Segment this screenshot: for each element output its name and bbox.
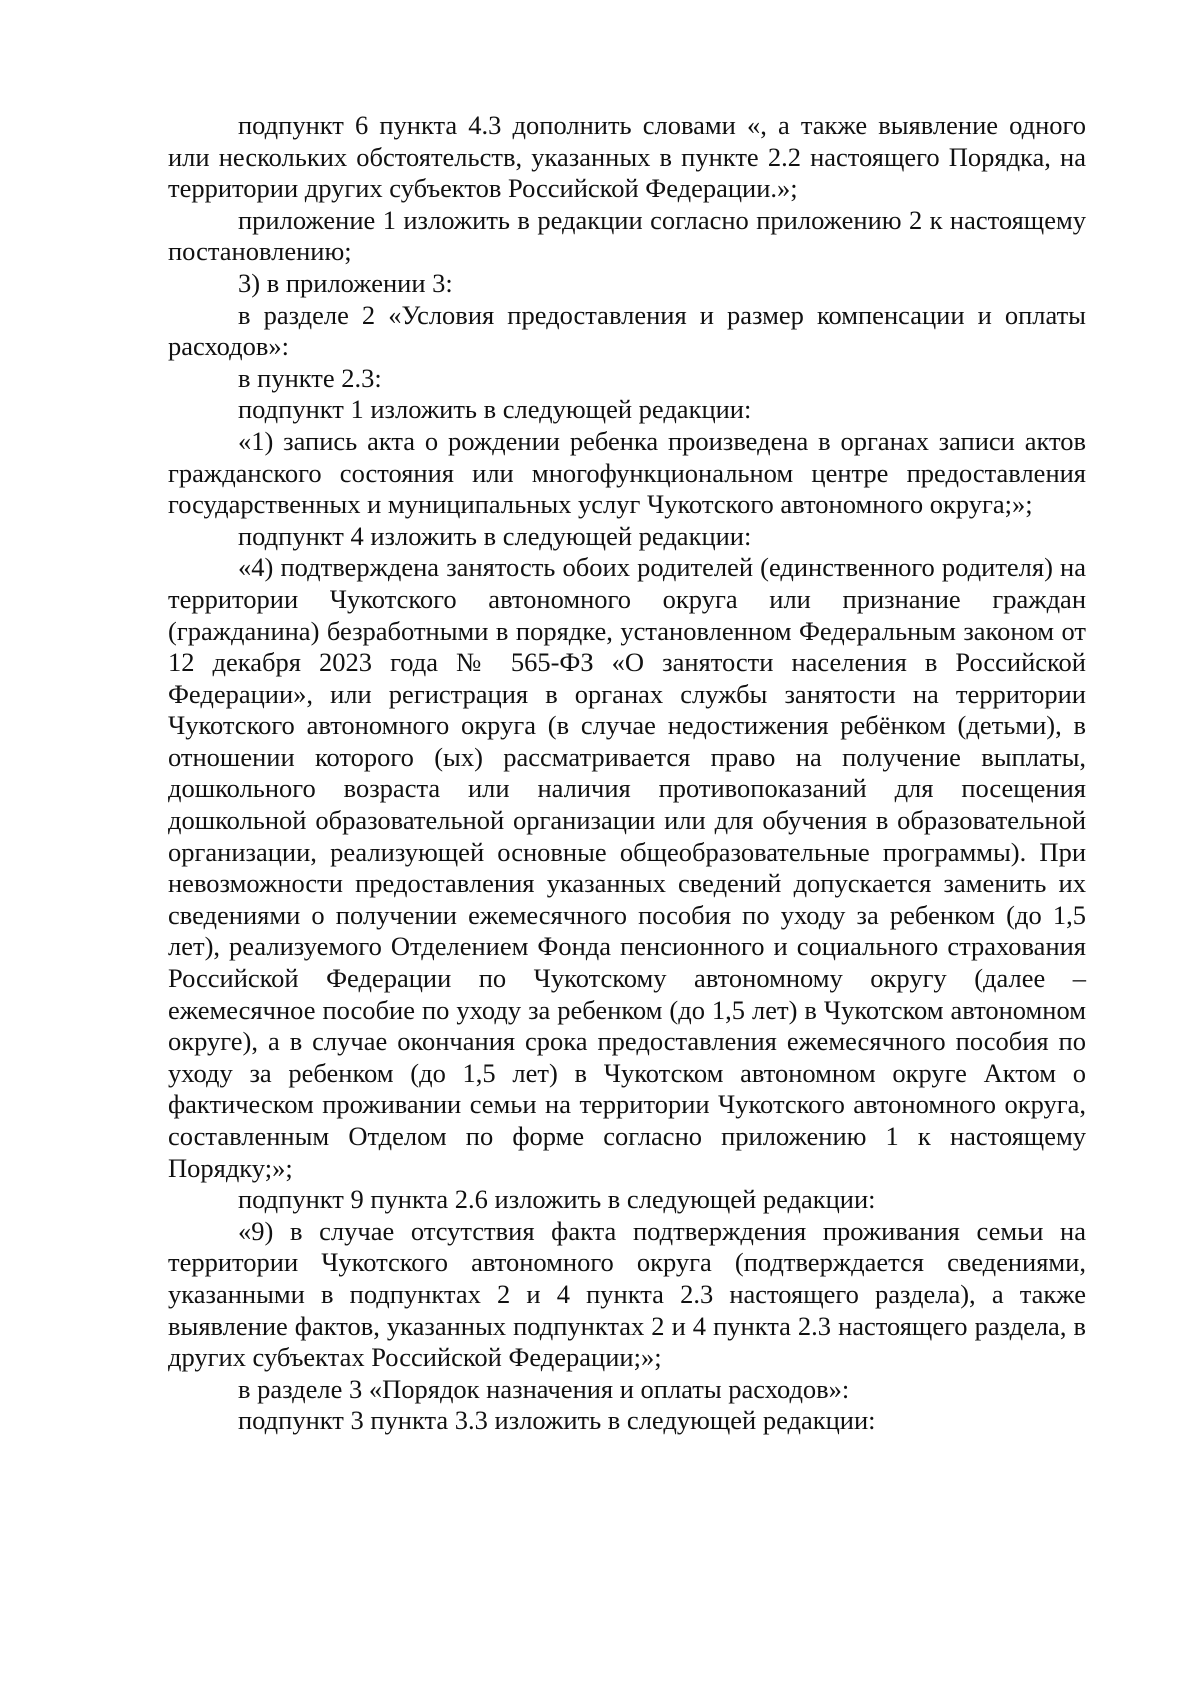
paragraph-7: «1) запись акта о рождении ребенка произведена в органах записи актов гражданского состояния или многофункциональном центре предоставления государственных и муниципальных услуг Чукотского автономного округа;»;: [168, 425, 1086, 520]
paragraph-3: 3) в приложении 3:: [238, 267, 453, 298]
paragraph-5: в пункте 2.3:: [238, 362, 382, 393]
paragraph-12: в разделе 3 «Порядок назначения и оплаты расходов»:: [238, 1373, 850, 1404]
paragraph-10: подпункт 9 пункта 2.6 изложить в следующей редакции:: [238, 1184, 876, 1215]
paragraph-8: подпункт 4 изложить в следующей редакции:: [238, 520, 752, 551]
paragraph-1: подпункт 6 пункта 4.3 дополнить словами «, а также выявление одного или нескольких обстоятельств, указанных в пункте 2.2 настоящего Порядка, на территории других субъектов Российской Федерации.»;: [168, 110, 1086, 204]
paragraph-2: приложение 1 изложить в редакции согласно приложению 2 к настоящему постановлению;: [168, 204, 1086, 267]
document-body: [168, 110, 1086, 1437]
paragraph-13: подпункт 3 пункта 3.3 изложить в следующей редакции:: [238, 1405, 876, 1436]
paragraph-11: «9) в случае отсутствия факта подтверждения проживания семьи на территории Чукотского автономного округа (подтверждается сведениями, указанными в подпунктах 2 и 4 пункта 2.3 настоящего раздела), а также выявление фактов, указанных подпунктах 2 и 4 пункта 2.3 настоящего раздела, в других субъектах Российской Федерации;»;: [168, 1215, 1086, 1373]
paragraph-6: подпункт 1 изложить в следующей редакции:: [238, 394, 752, 425]
paragraph-4: в разделе 2 «Условия предоставления и размер компенсации и оплаты расходов»:: [168, 299, 1086, 362]
paragraph-9: «4) подтверждена занятость обоих родителей (единственного родителя) на территории Чукотского автономного округа или признание граждан (гражданина) безработными в порядке, установленном Федеральным законом от 12 декабря 2023 года № 565-ФЗ «О занятости населения в Российской Федерации», или регистрация в органах службы занятости на территории Чукотского автономного округа (в случае недостижения ребёнком (детьми), в отношении которого (ых) рассматривается право на получение выплаты, дошкольного возраста или наличия противопоказаний для посещения дошкольной образовательной организации или для обучения в образовательной организации, реализующей основные общеобразовательные программы). При невозможности предоставления указанных сведений допускается заменить их сведениями о получении ежемесячного пособия по уходу за ребенком (до 1,5 лет), реализуемого Отделением Фонда пенсионного и социального страхования Российской Федерации по Чукотскому автономному округу (далее – ежемесячное пособие по уходу за ребенком (до 1,5 лет) в Чукотском автономном округе), а в случае окончания срока предоставления ежемесячного пособия по уходу за ребенком (до 1,5 лет) в Чукотском автономном округе Актом о фактическом проживании семьи на территории Чукотского автономного округа, составленным Отделом по форме согласно приложению 1 к настоящему Порядку;»;: [168, 552, 1086, 1183]
